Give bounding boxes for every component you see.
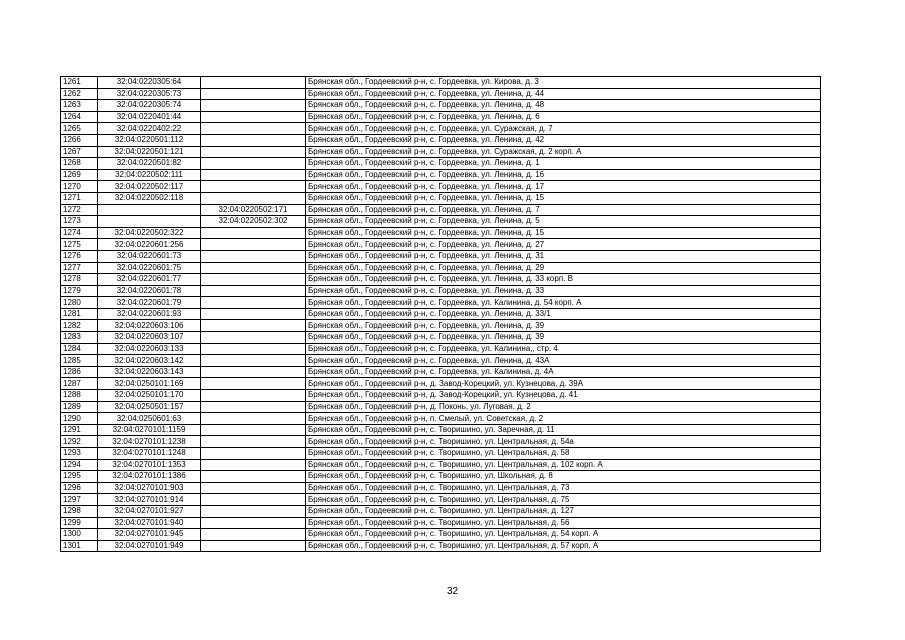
secondary-cadastral-number-cell [201, 424, 306, 436]
row-number-cell: 1263 [61, 100, 98, 112]
row-number-cell: 1288 [61, 390, 98, 402]
address-cell: Брянская обл., Гордеевский р-н, с. Гордеевка, ул. Ленина, д. 15 [306, 192, 821, 204]
cadastral-number-cell: 32:04:0220401:44 [98, 111, 201, 123]
cadastral-number-cell: 32:04:0220501:112 [98, 134, 201, 146]
table-row [61, 227, 821, 239]
cadastral-number-cell: 32:04:0220305:64 [98, 77, 201, 89]
address-cell: Брянская обл., Гордеевский р-н, с. Гордеевка, ул. Суражская, д. 7 [306, 123, 821, 135]
row-number-cell: 1295 [61, 471, 98, 483]
cadastral-number-cell: 32:04:0220603:106 [98, 320, 201, 332]
cadastral-number-cell: 32:04:0270101:949 [98, 540, 201, 552]
cadastral-number-cell: 32:04:0270101:1159 [98, 424, 201, 436]
table-row [61, 320, 821, 332]
table-row [61, 192, 821, 204]
cadastral-number-cell: 32:04:0220601:77 [98, 274, 201, 286]
cadastral-number-cell: 32:04:0220501:82 [98, 158, 201, 170]
row-number-cell: 1296 [61, 482, 98, 494]
table-row [61, 482, 821, 494]
address-cell: Брянская обл., Гордеевский р-н, с. Гордеевка, ул. Ленина, д. 15 [306, 227, 821, 239]
row-number-cell: 1284 [61, 343, 98, 355]
row-number-cell: 1280 [61, 297, 98, 309]
address-cell: Брянская обл., Гордеевский р-н, с. Гордеевка, ул. Ленина, д. 42 [306, 134, 821, 146]
address-cell: Брянская обл., Гордеевский р-н, с. Гордеевка, ул. Ленина, д. 33/1 [306, 308, 821, 320]
row-number-cell: 1267 [61, 146, 98, 158]
table-row [61, 88, 821, 100]
cadastral-number-cell: 32:04:0270101:940 [98, 517, 201, 529]
secondary-cadastral-number-cell [201, 401, 306, 413]
address-cell: Брянская обл., Гордеевский р-н, с. Творишино, ул. Центральная, д. 73 [306, 482, 821, 494]
row-number-cell: 1262 [61, 88, 98, 100]
table-row [61, 459, 821, 471]
cadastral-number-cell: 32:04:0220603:107 [98, 332, 201, 344]
address-cell: Брянская обл., Гордеевский р-н, с. Творишино, ул. Центральная, д. 57 корп. А [306, 540, 821, 552]
row-number-cell: 1298 [61, 505, 98, 517]
table-row [61, 436, 821, 448]
row-number-cell: 1293 [61, 448, 98, 460]
cadastral-number-cell: 32:04:0220601:73 [98, 250, 201, 262]
secondary-cadastral-number-cell [201, 274, 306, 286]
address-cell: Брянская обл., Гордеевский р-н, с. Гордеевка, ул. Ленина, д. 43А [306, 355, 821, 367]
address-cell: Брянская обл., Гордеевский р-н, с. Гордеевка, ул. Ленина, д. 1 [306, 158, 821, 170]
secondary-cadastral-number-cell [201, 320, 306, 332]
row-number-cell: 1265 [61, 123, 98, 135]
secondary-cadastral-number-cell [201, 448, 306, 460]
address-cell: Брянская обл., Гордеевский р-н, с. Гордеевка, ул. Ленина, д. 39 [306, 332, 821, 344]
table-row [61, 332, 821, 344]
table-row [61, 355, 821, 367]
row-number-cell: 1271 [61, 192, 98, 204]
secondary-cadastral-number-cell [201, 123, 306, 135]
secondary-cadastral-number-cell [201, 227, 306, 239]
secondary-cadastral-number-cell [201, 239, 306, 251]
cadastral-number-cell: 32:04:0220601:75 [98, 262, 201, 274]
cadastral-number-cell [98, 204, 201, 216]
address-cell: Брянская обл., Гордеевский р-н, д. Завод-Корецкий, ул. Кузнецова, д. 41 [306, 390, 821, 402]
table-row [61, 111, 821, 123]
address-cell: Брянская обл., Гордеевский р-н, с. Творишино, ул. Центральная, д. 102 корп. А [306, 459, 821, 471]
secondary-cadastral-number-cell [201, 88, 306, 100]
row-number-cell: 1278 [61, 274, 98, 286]
secondary-cadastral-number-cell [201, 471, 306, 483]
address-cell: Брянская обл., Гордеевский р-н, с. Творишино, ул. Центральная, д. 75 [306, 494, 821, 506]
row-number-cell: 1301 [61, 540, 98, 552]
row-number-cell: 1292 [61, 436, 98, 448]
address-cell: Брянская обл., Гордеевский р-н, с. Гордеевка, ул. Кирова, д. 3 [306, 77, 821, 89]
cadastral-number-cell: 32:04:0220501:121 [98, 146, 201, 158]
row-number-cell: 1297 [61, 494, 98, 506]
address-cell: Брянская обл., Гордеевский р-н, с. Гордеевка, ул. Ленина, д. 16 [306, 169, 821, 181]
secondary-cadastral-number-cell [201, 297, 306, 309]
address-cell: Брянская обл., Гордеевский р-н, с. Гордеевка, ул. Ленина, д. 48 [306, 100, 821, 112]
table-row [61, 77, 821, 89]
table-row [61, 378, 821, 390]
table-row [61, 216, 821, 228]
cadastral-number-cell: 32:04:0220502:322 [98, 227, 201, 239]
cadastral-number-cell: 32:04:0270101:1353 [98, 459, 201, 471]
cadastral-number-cell: 32:04:0220502:118 [98, 192, 201, 204]
row-number-cell: 1294 [61, 459, 98, 471]
secondary-cadastral-number-cell [201, 332, 306, 344]
row-number-cell: 1270 [61, 181, 98, 193]
table-row [61, 308, 821, 320]
row-number-cell: 1264 [61, 111, 98, 123]
address-cell: Брянская обл., Гордеевский р-н, с. Гордеевка, ул. Ленина, д. 6 [306, 111, 821, 123]
cadastral-number-cell: 32:04:0270101:1386 [98, 471, 201, 483]
cadastral-number-cell: 32:04:0250501:157 [98, 401, 201, 413]
table-row [61, 343, 821, 355]
cadastral-number-cell: 32:04:0220601:79 [98, 297, 201, 309]
row-number-cell: 1300 [61, 529, 98, 541]
address-cell: Брянская обл., Гордеевский р-н, с. Гордеевка, ул. Ленина, д. 33 корп. В [306, 274, 821, 286]
row-number-cell: 1282 [61, 320, 98, 332]
secondary-cadastral-number-cell [201, 100, 306, 112]
address-cell: Брянская обл., Гордеевский р-н, д. Поконь, ул. Луговая, д. 2 [306, 401, 821, 413]
row-number-cell: 1274 [61, 227, 98, 239]
table-row [61, 274, 821, 286]
row-number-cell: 1272 [61, 204, 98, 216]
secondary-cadastral-number-cell [201, 459, 306, 471]
address-cell: Брянская обл., Гордеевский р-н, п. Смелый, ул. Советская, д. 2 [306, 413, 821, 425]
secondary-cadastral-number-cell [201, 540, 306, 552]
table-row [61, 529, 821, 541]
row-number-cell: 1275 [61, 239, 98, 251]
row-number-cell: 1269 [61, 169, 98, 181]
address-cell: Брянская обл., Гордеевский р-н, с. Гордеевка, ул. Калинина,, стр. 4 [306, 343, 821, 355]
cadastral-number-cell: 32:04:0270101:914 [98, 494, 201, 506]
secondary-cadastral-number-cell [201, 169, 306, 181]
secondary-cadastral-number-cell [201, 529, 306, 541]
secondary-cadastral-number-cell [201, 517, 306, 529]
secondary-cadastral-number-cell [201, 505, 306, 517]
table-row [61, 181, 821, 193]
row-number-cell: 1285 [61, 355, 98, 367]
table-row [61, 413, 821, 425]
secondary-cadastral-number-cell [201, 134, 306, 146]
cadastral-number-cell: 32:04:0220305:73 [98, 88, 201, 100]
secondary-cadastral-number-cell [201, 355, 306, 367]
cadastral-number-cell: 32:04:0250101:169 [98, 378, 201, 390]
row-number-cell: 1287 [61, 378, 98, 390]
address-cell: Брянская обл., Гордеевский р-н, с. Гордеевка, ул. Суражская, д. 2 корп. А [306, 146, 821, 158]
cadastral-number-cell: 32:04:0220601:93 [98, 308, 201, 320]
cadastral-number-cell: 32:04:0220502:117 [98, 181, 201, 193]
secondary-cadastral-number-cell [201, 111, 306, 123]
cadastral-number-cell: 32:04:0250601:63 [98, 413, 201, 425]
cadastral-number-cell: 32:04:0270101:945 [98, 529, 201, 541]
address-cell: Брянская обл., Гордеевский р-н, с. Гордеевка, ул. Ленина, д. 39 [306, 320, 821, 332]
row-number-cell: 1268 [61, 158, 98, 170]
address-cell: Брянская обл., Гордеевский р-н, с. Гордеевка, ул. Ленина, д. 7 [306, 204, 821, 216]
row-number-cell: 1277 [61, 262, 98, 274]
address-cell: Брянская обл., Гордеевский р-н, с. Творишино, ул. Заречная, д. 11 [306, 424, 821, 436]
row-number-cell: 1291 [61, 424, 98, 436]
address-cell: Брянская обл., Гордеевский р-н, д. Завод-Корецкий, ул. Кузнецова, д. 39А [306, 378, 821, 390]
table-row [61, 471, 821, 483]
row-number-cell: 1281 [61, 308, 98, 320]
secondary-cadastral-number-cell [201, 390, 306, 402]
table-row [61, 390, 821, 402]
table-row [61, 297, 821, 309]
table-row [61, 239, 821, 251]
address-cell: Брянская обл., Гордеевский р-н, с. Творишино, ул. Центральная, д. 54 корп. А [306, 529, 821, 541]
table-row [61, 517, 821, 529]
address-cell: Брянская обл., Гордеевский р-н, с. Гордеевка, ул. Калинина, д. 4А [306, 366, 821, 378]
secondary-cadastral-number-cell [201, 77, 306, 89]
table-row [61, 505, 821, 517]
table-row [61, 401, 821, 413]
table-row [61, 285, 821, 297]
cadastral-number-cell: 32:04:0220502:111 [98, 169, 201, 181]
row-number-cell: 1273 [61, 216, 98, 228]
cadastral-number-cell: 32:04:0220603:143 [98, 366, 201, 378]
row-number-cell: 1266 [61, 134, 98, 146]
address-cell: Брянская обл., Гордеевский р-н, с. Творишино, ул. Школьная, д. 8 [306, 471, 821, 483]
address-cell: Брянская обл., Гордеевский р-н, с. Творишино, ул. Центральная, д. 54а [306, 436, 821, 448]
cadastral-number-cell: 32:04:0220601:78 [98, 285, 201, 297]
table-row [61, 169, 821, 181]
address-cell: Брянская обл., Гордеевский р-н, с. Гордеевка, ул. Ленина, д. 17 [306, 181, 821, 193]
cadastral-number-cell: 32:04:0220305:74 [98, 100, 201, 112]
address-cell: Брянская обл., Гордеевский р-н, с. Творишино, ул. Центральная, д. 127 [306, 505, 821, 517]
secondary-cadastral-number-cell [201, 146, 306, 158]
table-row [61, 204, 821, 216]
cadastral-number-cell: 32:04:0220601:256 [98, 239, 201, 251]
secondary-cadastral-number-cell [201, 192, 306, 204]
table-row [61, 134, 821, 146]
row-number-cell: 1276 [61, 250, 98, 262]
secondary-cadastral-number-cell [201, 436, 306, 448]
property-registry-table [60, 76, 821, 552]
secondary-cadastral-number-cell [201, 262, 306, 274]
secondary-cadastral-number-cell: 32:04:0220502:302 [201, 216, 306, 228]
secondary-cadastral-number-cell [201, 250, 306, 262]
cadastral-number-cell: 32:04:0270101:927 [98, 505, 201, 517]
table-row [61, 158, 821, 170]
address-cell: Брянская обл., Гордеевский р-н, с. Гордеевка, ул. Ленина, д. 5 [306, 216, 821, 228]
address-cell: Брянская обл., Гордеевский р-н, с. Творишино, ул. Центральная, д. 56 [306, 517, 821, 529]
cadastral-number-cell: 32:04:0220603:142 [98, 355, 201, 367]
address-cell: Брянская обл., Гордеевский р-н, с. Гордеевка, ул. Ленина, д. 33 [306, 285, 821, 297]
table-row [61, 448, 821, 460]
cadastral-number-cell: 32:04:0220402:22 [98, 123, 201, 135]
address-cell: Брянская обл., Гордеевский р-н, с. Гордеевка, ул. Ленина, д. 31 [306, 250, 821, 262]
table-row [61, 146, 821, 158]
secondary-cadastral-number-cell [201, 366, 306, 378]
address-cell: Брянская обл., Гордеевский р-н, с. Гордеевка, ул. Ленина, д. 27 [306, 239, 821, 251]
row-number-cell: 1299 [61, 517, 98, 529]
cadastral-number-cell: 32:04:0270101:1248 [98, 448, 201, 460]
address-cell: Брянская обл., Гордеевский р-н, с. Гордеевка, ул. Ленина, д. 29 [306, 262, 821, 274]
row-number-cell: 1279 [61, 285, 98, 297]
table-row [61, 250, 821, 262]
secondary-cadastral-number-cell [201, 158, 306, 170]
cadastral-number-cell: 32:04:0250101:170 [98, 390, 201, 402]
secondary-cadastral-number-cell [201, 378, 306, 390]
page-number: 32 [446, 586, 459, 597]
registry-table-body [61, 77, 821, 552]
secondary-cadastral-number-cell [201, 285, 306, 297]
table-row [61, 262, 821, 274]
table-row [61, 424, 821, 436]
address-cell: Брянская обл., Гордеевский р-н, с. Гордеевка, ул. Калинина, д. 54 корп. А [306, 297, 821, 309]
secondary-cadastral-number-cell [201, 494, 306, 506]
row-number-cell: 1286 [61, 366, 98, 378]
secondary-cadastral-number-cell [201, 308, 306, 320]
secondary-cadastral-number-cell [201, 181, 306, 193]
secondary-cadastral-number-cell: 32:04:0220502:171 [201, 204, 306, 216]
cadastral-number-cell [98, 216, 201, 228]
table-row [61, 123, 821, 135]
address-cell: Брянская обл., Гордеевский р-н, с. Творишино, ул. Центральная, д. 58 [306, 448, 821, 460]
table-row [61, 540, 821, 552]
row-number-cell: 1289 [61, 401, 98, 413]
secondary-cadastral-number-cell [201, 413, 306, 425]
row-number-cell: 1261 [61, 77, 98, 89]
table-row [61, 366, 821, 378]
secondary-cadastral-number-cell [201, 343, 306, 355]
address-cell: Брянская обл., Гордеевский р-н, с. Гордеевка, ул. Ленина, д. 44 [306, 88, 821, 100]
secondary-cadastral-number-cell [201, 482, 306, 494]
cadastral-number-cell: 32:04:0270101:1238 [98, 436, 201, 448]
cadastral-number-cell: 32:04:0220603:133 [98, 343, 201, 355]
cadastral-number-cell: 32:04:0270101:903 [98, 482, 201, 494]
table-row [61, 494, 821, 506]
row-number-cell: 1290 [61, 413, 98, 425]
table-row [61, 100, 821, 112]
row-number-cell: 1283 [61, 332, 98, 344]
